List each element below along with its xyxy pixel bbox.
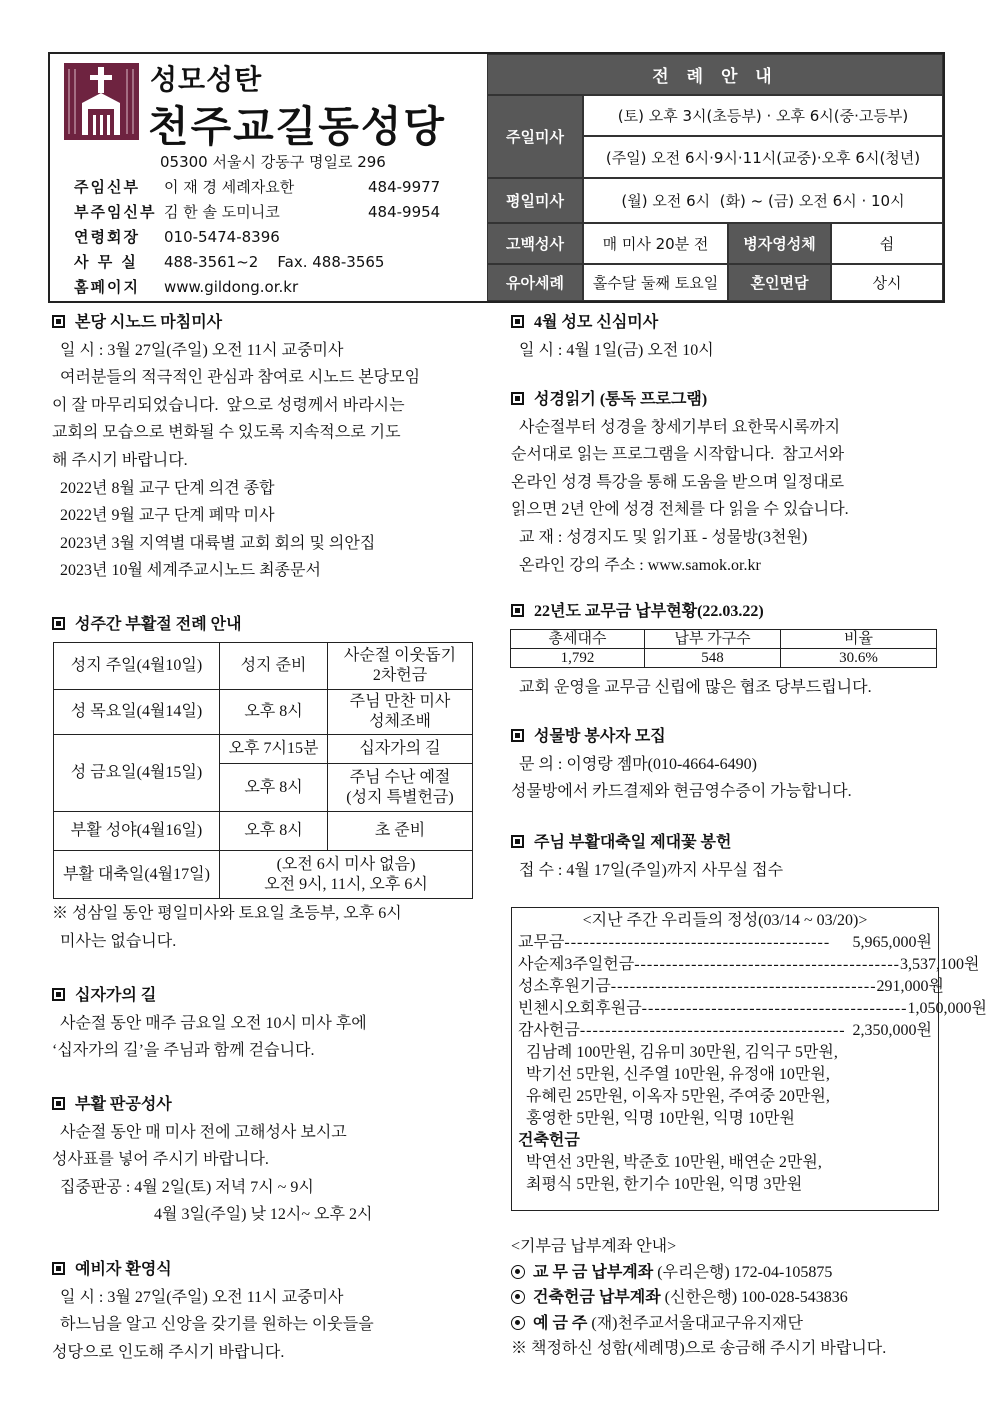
- website-link[interactable]: 온라인 강의 주소 : www.samok.or.kr: [519, 556, 761, 574]
- text-line: 접 수 : 4월 17일(주일)까지 사무실 접수: [519, 861, 784, 879]
- text-line: 성사표를 넣어 주시기 바랍니다.: [52, 1151, 269, 1169]
- table-row: 부활 대축일(4월17일) (오전 6시 미사 없음) 오전 9시, 11시, 오후 6시: [54, 851, 473, 899]
- text-line: 여러분들의 적극적인 관심과 참여로 시노드 본당모임: [60, 369, 421, 387]
- homepage-link[interactable]: www.gildong.or.kr: [164, 278, 299, 296]
- text-line: 문 의 : 이영랑 젬마(010-4664-6490): [519, 755, 757, 773]
- dues-note: 교회 운영을 교무금 신립에 많은 협조 당부드립니다.: [519, 679, 872, 696]
- weekday-times: (월) 오전 6시 (화) ~ (금) 오전 6시 · 10시: [583, 178, 943, 223]
- square-bullet-icon: [511, 604, 524, 617]
- text-line: 교회의 모습으로 변화될 수 있도록 지속적으로 기도: [52, 424, 401, 442]
- table-row: 1,792 548 30.6%: [511, 649, 937, 668]
- building-label: 건축헌금: [518, 1132, 580, 1149]
- text-line: 읽으면 2년 안에 성경 전체를 다 읽을 수 있습니다.: [511, 501, 849, 519]
- offering-box: [511, 907, 987, 1211]
- account-line: 건축헌금 납부계좌 (신한은행) 100-028-543836: [511, 1285, 886, 1311]
- staff-row: [74, 175, 441, 200]
- offering-item: 성소후원기금 ------------------------------------------ 291,000원: [518, 978, 944, 995]
- radio-bullet-icon: [511, 1290, 525, 1304]
- offering-title: <지난 주간 우리들의 정성(03/14 ~ 03/20)>: [582, 912, 868, 929]
- donor-line: 박연선 3만원, 박준호 10만원, 배연순 2만원,: [526, 1154, 822, 1171]
- text-line: 성물방에서 카드결제와 현금영수증이 가능합니다.: [511, 783, 852, 801]
- cross-section: 십자가의 길 사순절 동안 매주 금요일 오전 10시 미사 후에 ‘십자가의 길’을 주님과 함께 걷습니다.: [52, 982, 367, 1065]
- text-line: 일 시 : 4월 1일(금) 오전 10시: [519, 341, 714, 359]
- staff-name: 488-3561~2 Fax. 488-3565: [164, 253, 385, 271]
- staff-role: 사 무 실: [74, 253, 138, 271]
- sunday-label: 주일미사: [487, 95, 583, 178]
- text-line: 교 재 : 성경지도 및 읽기표 - 성물방(3천원): [519, 528, 808, 546]
- table-row: 성지 주일(4월10일) 성지 준비 사순절 이웃돕기 2차헌금: [54, 643, 473, 690]
- weekday-label: 평일미사: [487, 178, 583, 223]
- donor-line: 유혜린 25만원, 이옥자 5만원, 주여중 20만원,: [526, 1088, 830, 1105]
- account-line: 교 무 금 납부계좌 (우리은행) 172-04-105875: [511, 1260, 886, 1286]
- staff-role: 홈페이지: [74, 278, 140, 296]
- account-line: 예 금 주 (재)천주교서울대교구유지재단: [511, 1311, 886, 1337]
- text-line: 사순절 동안 매 미사 전에 고해성사 보시고: [60, 1123, 347, 1141]
- bulletin-header: [48, 52, 945, 303]
- sunday-sun: (주일) 오전 6시·9시·11시(교중)·오후 6시(청년): [583, 136, 943, 178]
- table-row: 오후 8시 주님 수난 예절 (성지 특별헌금): [54, 764, 473, 812]
- holyweek-heading: 성주간 부활절 전례 안내: [52, 611, 242, 639]
- bible-section: 성경읽기 (통독 프로그램) 사순절부터 성경을 창세기부터 요한묵시록까지 순서대로 읽는 프로그램을 시작합니다. 참고서와 온라인 성경 특강을 통해 도움을 받으며 일정대로 읽으면 2년 안에 성경 전체를 다 읽을 수 있습니다. 교 재 : 성경지도 및 읽기표 - 성물방(3천원) 온라인 강의 주소 : www.samok.or.kr: [511, 386, 849, 579]
- text-line: 2022년 9월 교구 단계 폐막 미사: [60, 507, 275, 525]
- square-bullet-icon: [511, 835, 524, 848]
- staff-row: [74, 275, 298, 300]
- dues-table: [510, 629, 937, 668]
- text-line: 2023년 3월 지역별 대륙별 교회 회의 및 의안집: [60, 534, 376, 552]
- parish-title: 천주교길동성당: [148, 102, 447, 151]
- offering-item: 교무금 ------------------------------------------ 5,965,000원: [518, 934, 932, 951]
- text-line: 2022년 8월 교구 단계 의견 종합: [60, 479, 275, 497]
- marriage-label: 혼인면담: [728, 264, 831, 301]
- flowers-section: 주님 부활대축일 제대꽃 봉헌 접 수 : 4월 17일(주일)까지 사무실 접수: [511, 829, 783, 884]
- holyweek-table: [53, 642, 473, 899]
- donor-line: 박기선 5만원, 신주열 10만원, 유정애 10만원,: [526, 1066, 830, 1083]
- note-line: 미사는 없습니다.: [60, 932, 177, 950]
- text-line: 순서대로 읽는 프로그램을 시작합니다. 참고서와: [511, 446, 845, 464]
- text-line: 온라인 성경 특강을 통해 도움을 받으며 일정대로: [511, 473, 845, 491]
- holyweek-note: [52, 900, 402, 955]
- marian-section: 4월 성모 신심미사 일 시 : 4월 1일(금) 오전 10시: [511, 309, 714, 364]
- staff-name: 김 한 솔 도미니코: [164, 203, 280, 221]
- note-line: ※ 성삼일 동안 평일미사와 토요일 초등부, 오후 6시: [52, 905, 402, 922]
- table-row: 성 금요일(4월15일) 오후 7시15분 십자가의 길: [54, 735, 473, 764]
- church-logo-icon: [64, 63, 139, 140]
- sick-value: 쉼: [831, 223, 943, 264]
- sick-label: 병자영성체: [728, 223, 831, 264]
- staff-name: 010-5474-8396: [164, 228, 280, 246]
- square-bullet-icon: [511, 729, 524, 742]
- donor-line: 홍영한 5만원, 익명 10만원, 익명 10만원: [526, 1110, 795, 1127]
- staff-phone: 484-9977: [368, 178, 441, 196]
- section-heading: 본당 시노드 마침미사: [52, 309, 420, 337]
- liturgy-table: [487, 54, 943, 301]
- confession-time: 매 미사 20분 전: [583, 223, 728, 264]
- staff-role: 연령회장: [74, 228, 140, 246]
- text-line: 하느님을 알고 신앙을 갖기를 원하는 이웃들을: [60, 1316, 374, 1334]
- sunday-sat: (토) 오후 3시(초등부) · 오후 6시(중·고등부): [583, 95, 943, 136]
- staff-row: [74, 200, 441, 225]
- text-line: 사순절부터 성경을 창세기부터 요한묵시록까지: [519, 418, 841, 436]
- confession-label: 고백성사: [487, 223, 583, 264]
- table-header-row: 총세대수 납부 가구수 비율: [511, 630, 937, 649]
- text-line: 일 시 : 3월 27일(주일) 오전 11시 교중미사: [60, 1288, 344, 1306]
- parish-subtitle: 성모성탄: [150, 63, 263, 96]
- text-line: 성당으로 인도해 주시기 바랍니다.: [52, 1343, 285, 1361]
- staff-role: 주임신부: [74, 178, 140, 196]
- accounts-note: ※ 책정하신 성함(세례명)으로 송금해 주시기 바랍니다.: [511, 1340, 887, 1357]
- table-row: 부활 성야(4월16일) 오후 8시 초 준비: [54, 812, 473, 851]
- staff-role: 부주임신부: [74, 203, 157, 221]
- staff-phone: 484-9954: [368, 203, 441, 221]
- text-line: ‘십자가의 길’을 주님과 함께 걷습니다.: [52, 1042, 315, 1060]
- offering-item: 빈첸시오회후원금 ------------------------------------------ 1,050,000원: [518, 1000, 987, 1017]
- square-bullet-icon: [52, 1262, 65, 1275]
- accounts-section: [511, 1234, 886, 1362]
- text-line: 이 잘 마무리되었습니다. 앞으로 성령께서 바라시는: [52, 396, 405, 414]
- catechumen-section: 예비자 환영식 일 시 : 3월 27일(주일) 오전 11시 교중미사 하느님을 알고 신앙을 갖기를 원하는 이웃들을 성당으로 인도해 주시기 바랍니다.: [52, 1256, 374, 1366]
- staff-name: 이 재 경 세례자요한: [164, 178, 295, 196]
- liturgy-title: 전 례 안 내: [487, 54, 943, 95]
- staff-row: [74, 250, 384, 275]
- shop-section: 성물방 봉사자 모집 문 의 : 이영랑 젬마(010-4664-6490) 성물방에서 카드결제와 현금영수증이 가능합니다.: [511, 723, 852, 806]
- square-bullet-icon: [52, 617, 65, 630]
- text-line: 해 주시기 바랍니다.: [52, 451, 188, 469]
- square-bullet-icon: [52, 315, 65, 328]
- infant-value: 홀수달 둘째 토요일: [583, 264, 728, 301]
- address: 05300 서울시 강동구 명일로 296: [160, 153, 386, 171]
- text-line: 2023년 10월 세계주교시노드 최종문서: [60, 562, 321, 580]
- text-line: 일 시 : 3월 27일(주일) 오전 11시 교중미사: [60, 341, 344, 359]
- donor-line: 최평식 5만원, 한기수 10만원, 익명 3만원: [526, 1176, 803, 1193]
- square-bullet-icon: [511, 392, 524, 405]
- dues-heading: 22년도 교무금 납부현황(22.03.22): [511, 598, 764, 626]
- infant-label: 유아세례: [487, 264, 583, 301]
- table-row: 성 목요일(4월14일) 오후 8시 주님 만찬 미사 성체조배: [54, 690, 473, 735]
- text-line: 집중판공 : 4월 2일(토) 저녁 7시 ~ 9시: [60, 1178, 314, 1196]
- parish-info: [50, 54, 487, 301]
- offering-item: 감사헌금 ------------------------------------------ 2,350,000원: [518, 1022, 932, 1039]
- donor-line: 김남례 100만원, 김유미 30만원, 김익구 5만원,: [526, 1044, 838, 1061]
- square-bullet-icon: [52, 988, 65, 1001]
- radio-bullet-icon: [511, 1316, 525, 1330]
- staff-row: [74, 225, 280, 250]
- radio-bullet-icon: [511, 1265, 525, 1279]
- accounts-heading: <기부금 납부계좌 안내>: [511, 1238, 677, 1255]
- marriage-value: 상시: [831, 264, 943, 301]
- text-line: 4월 3일(주일) 낮 12시~ 오후 2시: [154, 1206, 373, 1224]
- square-bullet-icon: [511, 315, 524, 328]
- text-line: 사순절 동안 매주 금요일 오전 10시 미사 후에: [60, 1014, 367, 1032]
- synod-section: [52, 309, 420, 585]
- offering-item: 사순제3주일헌금 ------------------------------------------ 3,537,100원: [518, 956, 980, 973]
- square-bullet-icon: [52, 1097, 65, 1110]
- confession-section: 부활 판공성사 사순절 동안 매 미사 전에 고해성사 보시고 성사표를 넣어 주시기 바랍니다. 집중판공 : 4월 2일(토) 저녁 7시 ~ 9시 4월 3일(주일) 낮 12시~ 오후 2시: [52, 1091, 372, 1229]
